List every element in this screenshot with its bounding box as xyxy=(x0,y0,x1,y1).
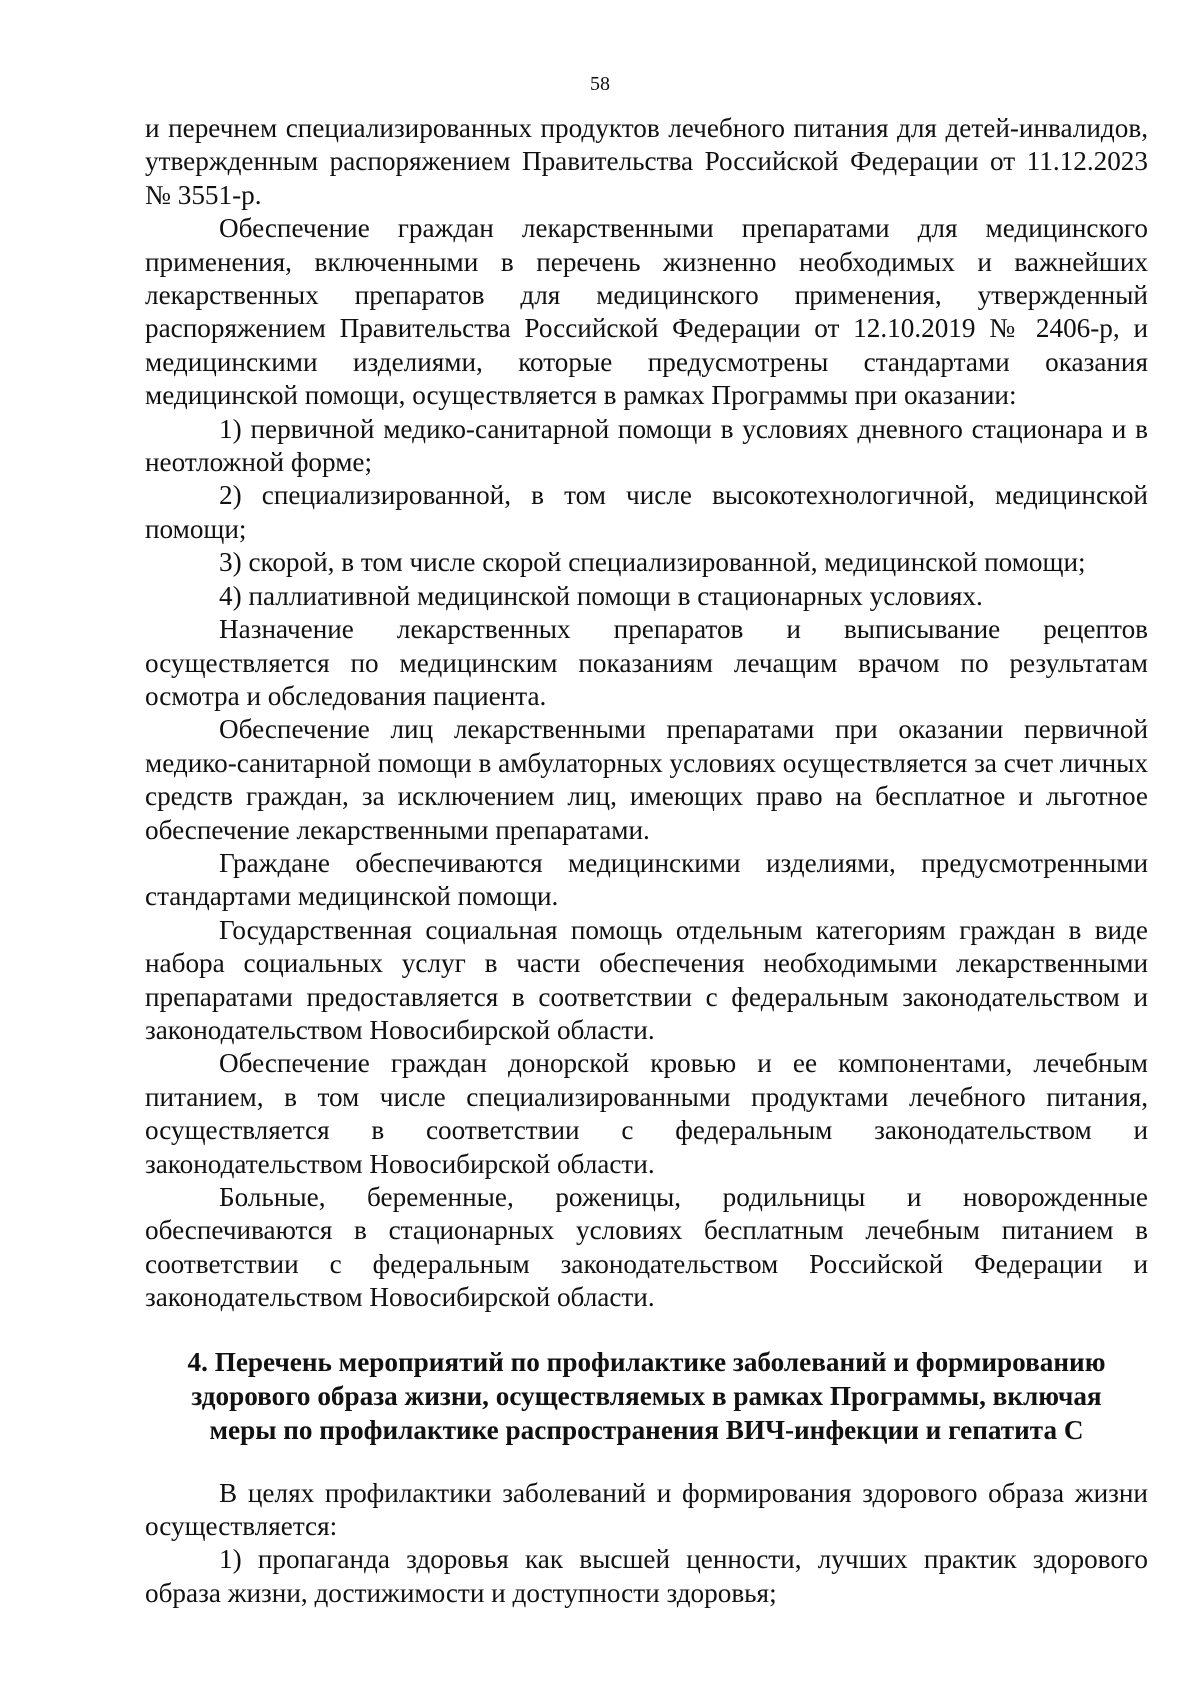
paragraph: Обеспечение лиц лекарственными препаратами при оказании первичной медико-санитарной помощи в амбулаторных условиях осуществляется за счет личных средств граждан, за исключением лиц, имеющих право на бесплатное и льготное обеспечение лекарственными препаратами. xyxy=(145,714,1148,845)
paragraph: и перечнем специализированных продуктов лечебного питания для детей-инвалидов, утвержденным распоряжением Правительства Российской Федерации от 11.12.2023 № 3551-р. xyxy=(145,113,1148,210)
paragraph: Больные, беременные, роженицы, родильницы и новорожденные обеспечиваются в стационарных условиях бесплатным лечебным питанием в соответствии с федеральным законодательством Российской Федерации и законодательством Новосибирской области. xyxy=(145,1182,1148,1313)
document-body xyxy=(145,112,1148,1610)
page-number: 58 xyxy=(590,73,610,95)
paragraph: В целях профилактики заболеваний и формирования здорового образа жизни осуществляется: xyxy=(145,1477,1148,1542)
paragraphs-before-heading xyxy=(145,112,1148,1315)
paragraph: Назначение лекарственных препаратов и выписывание рецептов осуществляется по медицинским показаниям лечащим врачом по результатам осмотра и обследования пациента. xyxy=(145,614,1148,711)
list-item: 1) первичной медико-санитарной помощи в условиях дневного стационара и в неотложной форме; xyxy=(145,413,1148,478)
paragraph: Государственная социальная помощь отдельным категориям граждан в виде набора социальных услуг в части обеспечения необходимыми лекарственными препаратами предоставляется в соответствии с федеральным законодательством и законодательством Новосибирской области. xyxy=(145,914,1148,1045)
paragraphs-after-heading xyxy=(145,1477,1148,1611)
list-item: 4) паллиативной медицинской помощи в стационарных условиях. xyxy=(219,580,983,611)
list-item: 1) пропаганда здоровья как высшей ценности, лучших практик здорового образа жизни, достижимости и доступности здоровья; xyxy=(145,1544,1148,1608)
paragraph: Обеспечение граждан лекарственными препаратами для медицинского применения, включенными в перечень жизненно необходимых и важнейших лекарственных препаратов для медицинского применения, утвержденный распоряжением Правительства Российской Федерации от 12.10.2019 № 2406-р, и медицинскими изделиями, которые предусмотрены стандартами оказания медицинской помощи, осуществляется в рамках Программы при оказании: xyxy=(145,213,1148,411)
list-item: 3) скорой, в том числе скорой специализированной, медицинской помощи; xyxy=(219,547,1086,578)
paragraph: Граждане обеспечиваются медицинскими изделиями, предусмотренными стандартами медицинской помощи. xyxy=(145,847,1148,912)
section-heading: 4. Перечень мероприятий по профилактике заболеваний и формированию здорового образа жизни, осуществляемых в рамках Программы, включая меры по профилактике распространения ВИЧ-инфекции и гепатита С xyxy=(187,1346,1106,1445)
paragraph: Обеспечение граждан донорской кровью и ее компонентами, лечебным питанием, в том числе специализированными продуктами лечебного питания, осуществляется в соответствии с федеральным законодательством и законодательством Новосибирской области. xyxy=(145,1048,1148,1179)
list-item: 2) специализированной, в том числе высокотехнологичной, медицинской помощи; xyxy=(145,480,1148,544)
